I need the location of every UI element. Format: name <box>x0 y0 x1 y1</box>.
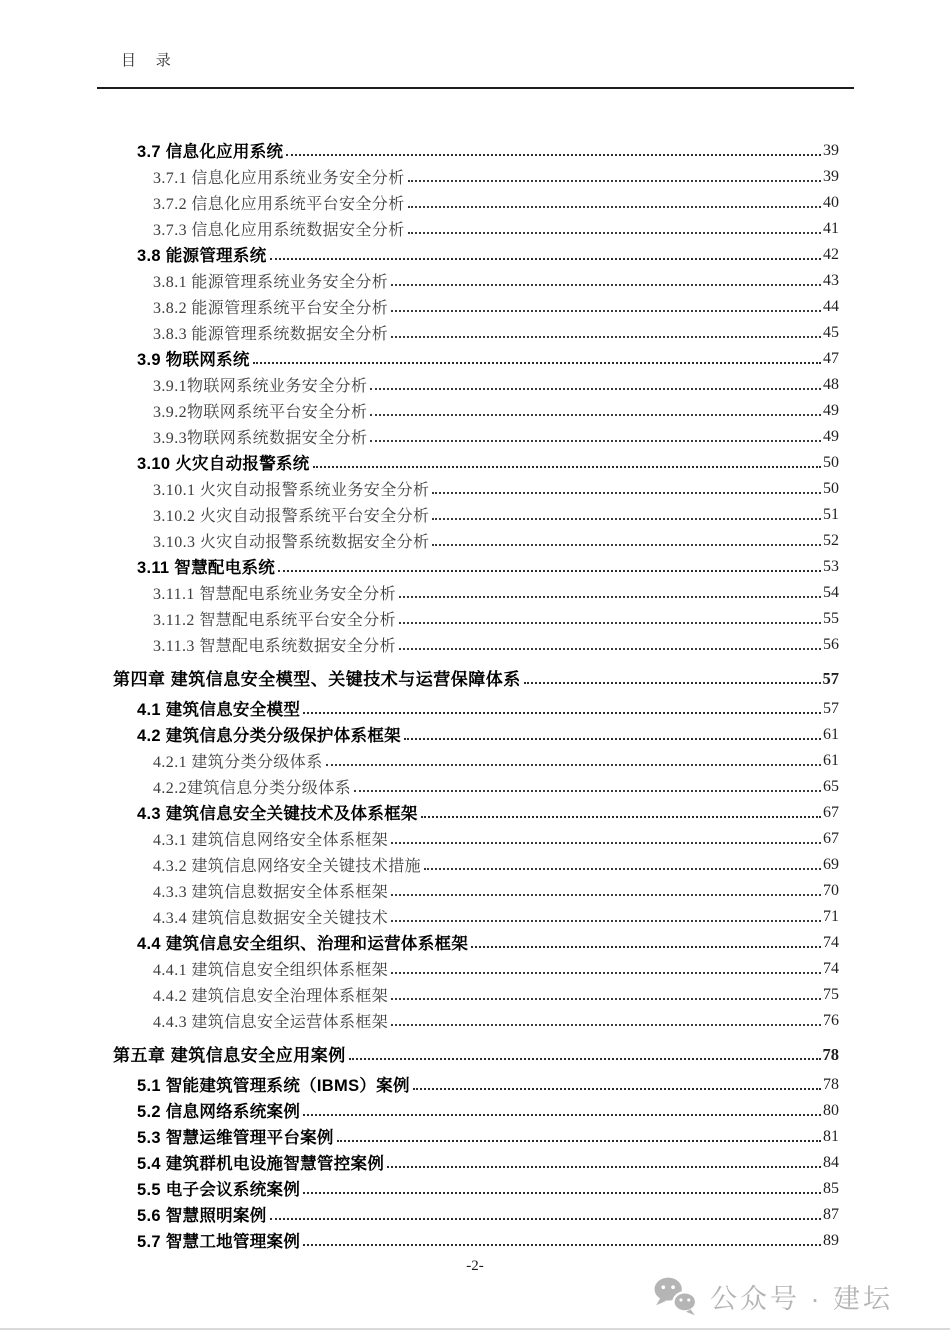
toc-entry-page: 44 <box>823 298 839 315</box>
toc-leader-dots <box>326 764 821 766</box>
toc-entry <box>113 798 839 824</box>
toc-entry-page: 55 <box>823 610 839 627</box>
toc-entry-page: 50 <box>823 454 839 471</box>
toc-entry <box>113 474 839 500</box>
toc-entry-label: 3.11.2 智慧配电系统平台安全分析 <box>153 612 397 629</box>
toc-entry-page: 43 <box>823 272 839 289</box>
toc-entry-label: 5.2 信息网络系统案例 <box>137 1103 301 1121</box>
toc-entry <box>113 954 839 980</box>
toc-entry <box>113 876 839 902</box>
toc-entry-label: 4.4.2 建筑信息安全治理体系框架 <box>153 988 389 1005</box>
toc-entry <box>113 1200 839 1226</box>
toc-entry <box>113 630 839 656</box>
toc-entry-page: 69 <box>823 856 839 873</box>
toc-entry <box>113 396 839 422</box>
toc-entry-page: 57 <box>822 668 839 688</box>
toc-leader-dots <box>408 180 821 182</box>
toc-entry-label: 3.8.2 能源管理系统平台安全分析 <box>153 300 389 317</box>
toc-entry-page: 78 <box>822 1044 839 1064</box>
toc-entry <box>113 1040 839 1066</box>
toc-entry-label: 3.9 物联网系统 <box>137 351 250 369</box>
toc-entry-label: 4.2.2建筑信息分类分级体系 <box>153 780 352 797</box>
toc-entry-page: 80 <box>823 1102 839 1119</box>
toc-entry <box>113 578 839 604</box>
toc-entry-page: 57 <box>823 700 839 717</box>
toc-entry-page: 81 <box>823 1128 839 1145</box>
toc-entry-label: 3.7.1 信息化应用系统业务安全分析 <box>153 170 405 187</box>
toc-entry <box>113 720 839 746</box>
toc-entry <box>113 370 839 396</box>
toc-entry-page: 39 <box>823 168 839 185</box>
toc-entry-page: 42 <box>823 246 839 263</box>
toc-leader-dots <box>391 998 821 1000</box>
toc-entry-page: 85 <box>823 1180 839 1197</box>
toc-leader-dots <box>270 258 821 260</box>
toc-entry-page: 40 <box>823 194 839 211</box>
toc-entry-page: 56 <box>823 636 839 653</box>
toc-leader-dots <box>421 816 821 818</box>
toc-leader-dots <box>424 868 821 870</box>
toc-leader-dots <box>337 1140 821 1142</box>
toc-entry-label: 5.1 智能建筑管理系统（IBMS）案例 <box>137 1077 410 1095</box>
toc-leader-dots <box>278 570 821 572</box>
toc-entry-page: 70 <box>823 882 839 899</box>
toc-entry <box>113 188 839 214</box>
toc-entry-label: 4.4.3 建筑信息安全运营体系框架 <box>153 1014 389 1031</box>
toc-entry-page: 84 <box>823 1154 839 1171</box>
page-header-title: 目 录 <box>121 53 179 69</box>
toc-entry-label: 第五章 建筑信息安全应用案例 <box>113 1046 346 1065</box>
toc-entry <box>113 500 839 526</box>
header-divider <box>97 87 854 89</box>
toc-entry-page: 71 <box>823 908 839 925</box>
toc-entry-page: 53 <box>823 558 839 575</box>
toc-entry <box>113 746 839 772</box>
toc-entry <box>113 1006 839 1032</box>
toc-entry-label: 3.11 智慧配电系统 <box>137 559 276 577</box>
toc-entry-label: 4.4 建筑信息安全组织、治理和运营体系框架 <box>137 935 469 953</box>
toc-entry-label: 4.1 建筑信息安全模型 <box>137 701 301 719</box>
toc-leader-dots <box>387 1166 821 1168</box>
toc-entry <box>113 526 839 552</box>
toc-leader-dots <box>303 1114 821 1116</box>
toc-entry-page: 49 <box>823 402 839 419</box>
toc-leader-dots <box>432 518 821 520</box>
toc-entry-page: 74 <box>823 934 839 951</box>
toc-entry <box>113 1174 839 1200</box>
toc-entry-page: 76 <box>823 1012 839 1029</box>
toc-leader-dots <box>399 622 821 624</box>
toc-entry-label: 4.3.4 建筑信息数据安全关键技术 <box>153 910 389 927</box>
toc-leader-dots <box>370 414 821 416</box>
toc-entry-label: 4.3.2 建筑信息网络安全关键技术措施 <box>153 858 422 875</box>
toc-entry <box>113 422 839 448</box>
toc-entry <box>113 1226 839 1252</box>
toc-leader-dots <box>399 648 821 650</box>
toc-leader-dots <box>303 1192 821 1194</box>
toc-entry <box>113 552 839 578</box>
toc-entry-label: 4.4.1 建筑信息安全组织体系框架 <box>153 962 389 979</box>
toc-entry <box>113 136 839 162</box>
toc-entry-label: 5.4 建筑群机电设施智慧管控案例 <box>137 1155 385 1173</box>
toc-entry <box>113 928 839 954</box>
toc-entry <box>113 980 839 1006</box>
toc-entry <box>113 162 839 188</box>
toc-entry-label: 5.7 智慧工地管理案例 <box>137 1233 301 1251</box>
toc-leader-dots <box>370 440 821 442</box>
toc-entry <box>113 344 839 370</box>
toc-leader-dots <box>399 596 821 598</box>
toc-leader-dots <box>313 466 821 468</box>
toc-leader-dots <box>391 972 821 974</box>
toc-entry-label: 3.7 信息化应用系统 <box>137 143 284 161</box>
toc-entry <box>113 1096 839 1122</box>
toc-leader-dots <box>408 206 821 208</box>
toc-entry-page: 89 <box>823 1232 839 1249</box>
toc-entry-page: 75 <box>823 986 839 1003</box>
toc-entry <box>113 824 839 850</box>
toc-entry-page: 50 <box>823 480 839 497</box>
toc-entry-label: 5.5 电子会议系统案例 <box>137 1181 301 1199</box>
toc-entry-page: 41 <box>823 220 839 237</box>
toc-entry-label: 3.9.1物联网系统业务安全分析 <box>153 378 368 395</box>
toc-entry-label: 3.11.1 智慧配电系统业务安全分析 <box>153 586 397 603</box>
toc-entry <box>113 1122 839 1148</box>
toc-entry <box>113 604 839 630</box>
toc-entry-label: 第四章 建筑信息安全模型、关键技术与运营保障体系 <box>113 670 521 689</box>
watermark-text: 公众号 · 建坛 <box>710 1283 893 1314</box>
toc-entry-page: 39 <box>823 142 839 159</box>
toc-entry-label: 4.3.3 建筑信息数据安全体系框架 <box>153 884 389 901</box>
toc-entry-label: 5.6 智慧照明案例 <box>137 1207 267 1225</box>
table-of-contents <box>113 136 839 1252</box>
toc-entry <box>113 214 839 240</box>
toc-entry-page: 61 <box>823 726 839 743</box>
toc-leader-dots <box>270 1218 821 1220</box>
toc-entry <box>113 902 839 928</box>
toc-entry-label: 3.9.2物联网系统平台安全分析 <box>153 404 368 421</box>
toc-entry <box>113 772 839 798</box>
toc-entry-page: 48 <box>823 376 839 393</box>
watermark <box>652 1276 893 1316</box>
wechat-icon <box>652 1276 699 1316</box>
toc-entry-label: 3.7.3 信息化应用系统数据安全分析 <box>153 222 405 239</box>
toc-entry <box>113 694 839 720</box>
toc-entry-page: 67 <box>823 804 839 821</box>
toc-leader-dots <box>354 790 821 792</box>
toc-entry-page: 87 <box>823 1206 839 1223</box>
toc-leader-dots <box>286 154 821 156</box>
toc-leader-dots <box>391 336 821 338</box>
toc-entry-page: 61 <box>823 752 839 769</box>
toc-leader-dots <box>524 682 821 684</box>
page-number: -2- <box>466 1258 484 1274</box>
toc-entry-label: 3.10 火灾自动报警系统 <box>137 455 310 473</box>
toc-leader-dots <box>471 946 821 948</box>
toc-leader-dots <box>370 388 821 390</box>
toc-leader-dots <box>391 310 821 312</box>
toc-entry-page: 49 <box>823 428 839 445</box>
toc-entry <box>113 664 839 690</box>
toc-leader-dots <box>253 362 821 364</box>
bottom-divider <box>0 1328 950 1330</box>
toc-entry <box>113 1070 839 1096</box>
toc-leader-dots <box>391 894 821 896</box>
toc-leader-dots <box>391 1024 821 1026</box>
toc-entry-label: 3.11.3 智慧配电系统数据安全分析 <box>153 638 397 655</box>
toc-entry-page: 54 <box>823 584 839 601</box>
toc-leader-dots <box>391 284 821 286</box>
toc-leader-dots <box>303 1244 821 1246</box>
toc-entry-page: 67 <box>823 830 839 847</box>
toc-entry <box>113 1148 839 1174</box>
toc-entry-label: 3.8.1 能源管理系统业务安全分析 <box>153 274 389 291</box>
toc-entry <box>113 240 839 266</box>
toc-entry-label: 3.10.3 火灾自动报警系统数据安全分析 <box>153 534 430 551</box>
toc-entry <box>113 850 839 876</box>
toc-leader-dots <box>303 712 821 714</box>
toc-entry <box>113 318 839 344</box>
toc-entry <box>113 266 839 292</box>
toc-entry-page: 74 <box>823 960 839 977</box>
toc-entry-page: 52 <box>823 532 839 549</box>
toc-entry-label: 3.9.3物联网系统数据安全分析 <box>153 430 368 447</box>
toc-entry-label: 4.3.1 建筑信息网络安全体系框架 <box>153 832 389 849</box>
toc-leader-dots <box>432 544 821 546</box>
toc-entry-label: 4.2 建筑信息分类分级保护体系框架 <box>137 727 401 745</box>
toc-entry <box>113 448 839 474</box>
toc-entry-page: 78 <box>823 1076 839 1093</box>
toc-leader-dots <box>391 842 821 844</box>
toc-leader-dots <box>349 1058 821 1060</box>
toc-entry-label: 5.3 智慧运维管理平台案例 <box>137 1129 334 1147</box>
toc-entry-label: 4.2.1 建筑分类分级体系 <box>153 754 323 771</box>
toc-entry-page: 51 <box>823 506 839 523</box>
toc-leader-dots <box>408 232 821 234</box>
toc-entry-label: 3.10.1 火灾自动报警系统业务安全分析 <box>153 482 430 499</box>
toc-entry-page: 65 <box>823 778 839 795</box>
toc-leader-dots <box>432 492 821 494</box>
toc-entry-label: 3.7.2 信息化应用系统平台安全分析 <box>153 196 405 213</box>
toc-entry <box>113 292 839 318</box>
toc-entry-page: 45 <box>823 324 839 341</box>
toc-entry-label: 3.10.2 火灾自动报警系统平台安全分析 <box>153 508 430 525</box>
toc-leader-dots <box>404 738 821 740</box>
toc-entry-label: 3.8 能源管理系统 <box>137 247 267 265</box>
toc-leader-dots <box>391 920 821 922</box>
toc-entry-label: 4.3 建筑信息安全关键技术及体系框架 <box>137 805 418 823</box>
toc-entry-page: 47 <box>823 350 839 367</box>
toc-entry-label: 3.8.3 能源管理系统数据安全分析 <box>153 326 389 343</box>
toc-leader-dots <box>413 1088 821 1090</box>
